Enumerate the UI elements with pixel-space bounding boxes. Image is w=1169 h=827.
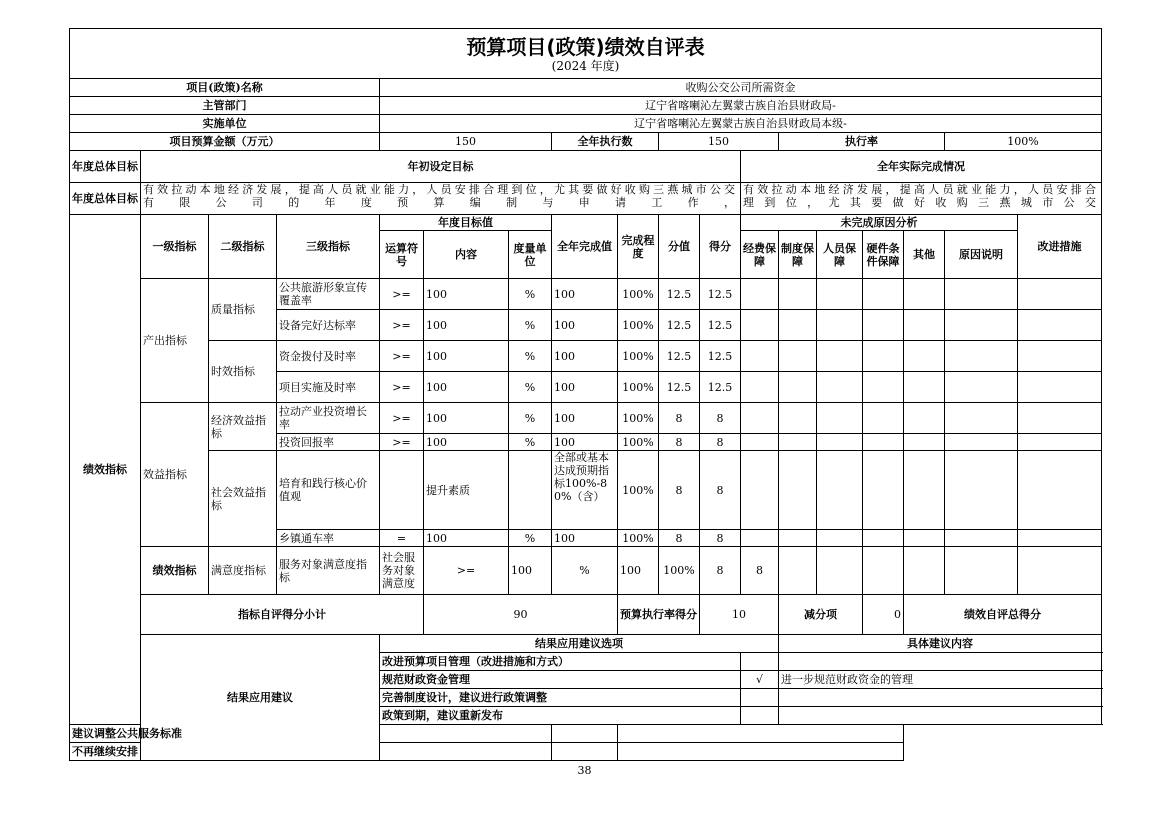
subgroup-social: 社会效益指标 bbox=[209, 451, 277, 547]
actual-goal-text: 有效拉动本地经济发展，提高人员就业能力，人员安排合理到位，尤其要做好收购三燕城市公交 bbox=[741, 183, 1102, 215]
reason-cell bbox=[945, 403, 1018, 434]
indicator-value: 100 bbox=[552, 372, 618, 403]
indicator-value: 全部或基本达成预期指标100%-80%（含） bbox=[552, 451, 618, 530]
page-title: 预算项目(政策)绩效自评表 bbox=[466, 34, 705, 59]
reason-cell bbox=[779, 547, 817, 595]
indicator-degree: 100% bbox=[618, 310, 659, 341]
self-score-label: 指标自评得分小计 bbox=[141, 595, 424, 635]
indicator-score: 8 bbox=[659, 434, 700, 451]
result-detail-header: 具体建议内容 bbox=[779, 635, 1102, 653]
reason-cell bbox=[945, 279, 1018, 310]
indicator-degree: 100% bbox=[618, 341, 659, 372]
th-level2: 二级指标 bbox=[209, 215, 277, 279]
reason-cell bbox=[904, 434, 945, 451]
indicator-value: 100 bbox=[552, 403, 618, 434]
indicator-value: 100 bbox=[552, 530, 618, 547]
indicator-name: 乡镇通车率 bbox=[277, 530, 380, 547]
th-r2: 制度保障 bbox=[779, 231, 817, 279]
subgroup-econ: 经济效益指标 bbox=[209, 403, 277, 451]
reason-cell bbox=[741, 341, 779, 372]
result-option-mark: √ bbox=[741, 671, 779, 689]
indicator-content: 100 bbox=[509, 547, 552, 595]
indicator-unit: % bbox=[509, 372, 552, 403]
indicator-unit: % bbox=[509, 279, 552, 310]
reason-cell bbox=[741, 451, 779, 530]
reason-cell bbox=[945, 530, 1018, 547]
th-degree: 完成程度 bbox=[618, 215, 659, 279]
goals-label: 年度总体目标 bbox=[70, 151, 141, 183]
indicator-name: 拉动产业投资增长率 bbox=[277, 403, 380, 434]
indicator-name: 资金拨付及时率 bbox=[277, 341, 380, 372]
result-option-detail bbox=[618, 725, 904, 743]
reason-cell bbox=[945, 310, 1018, 341]
reason-cell bbox=[817, 530, 863, 547]
reason-cell bbox=[817, 310, 863, 341]
th-improve: 改进措施 bbox=[1018, 215, 1102, 279]
result-option: 规范财政资金管理 bbox=[380, 671, 741, 689]
reason-cell bbox=[741, 310, 779, 341]
reason-cell bbox=[863, 451, 904, 530]
page-number: 38 bbox=[577, 764, 592, 777]
indicator-unit: % bbox=[552, 547, 618, 595]
initial-goal-text: 有效拉动本地经济发展，提高人员就业能力，人员安排合理到位，尤其要做好收购三燕城市公交有限公司的年度预算编制与申请工作， bbox=[141, 183, 741, 215]
indicator-content: 100 bbox=[424, 434, 509, 451]
indicator-op bbox=[380, 451, 424, 530]
group-satisfy: 满意度指标 bbox=[209, 547, 277, 595]
reason-cell bbox=[904, 451, 945, 530]
reason-cell bbox=[741, 403, 779, 434]
total-score-label: 绩效自评总得分 bbox=[904, 595, 1102, 635]
exec-value: 150 bbox=[659, 133, 779, 151]
result-option: 改进预算项目管理（改进措施和方式） bbox=[380, 653, 741, 671]
indicator-degree: 100% bbox=[618, 451, 659, 530]
result-option-mark bbox=[552, 725, 618, 743]
initial-goal-header: 年初设定目标 bbox=[141, 151, 741, 183]
improve-cell bbox=[1018, 279, 1102, 310]
indicator-content: 100 bbox=[424, 310, 509, 341]
result-option-mark bbox=[741, 707, 779, 725]
improve-cell bbox=[1018, 451, 1102, 530]
indicator-content: 100 bbox=[424, 372, 509, 403]
th-r3: 人员保障 bbox=[817, 231, 863, 279]
budget-score-label: 预算执行率得分 bbox=[618, 595, 700, 635]
improve-cell bbox=[1018, 530, 1102, 547]
unit-label: 实施单位 bbox=[70, 115, 380, 133]
indicator-score: 12.5 bbox=[659, 279, 700, 310]
unit-value: 辽宁省喀喇沁左翼蒙古族自治县财政局本级- bbox=[380, 115, 1102, 133]
group-benefit: 效益指标 bbox=[141, 403, 209, 547]
indicator-score: 8 bbox=[659, 530, 700, 547]
result-option: 不再继续安排 bbox=[70, 743, 552, 761]
exec-label: 全年执行数 bbox=[552, 133, 659, 151]
reason-cell bbox=[863, 372, 904, 403]
reason-cell bbox=[817, 451, 863, 530]
reason-cell bbox=[817, 434, 863, 451]
year-subtitle: (2024 年度) bbox=[551, 58, 620, 73]
reason-cell bbox=[779, 341, 817, 372]
th-r1: 经费保障 bbox=[741, 231, 779, 279]
indicator-value: 100 bbox=[618, 547, 659, 595]
indicator-score: 12.5 bbox=[659, 341, 700, 372]
reason-cell bbox=[779, 530, 817, 547]
actual-goal-header: 全年实际完成情况 bbox=[741, 151, 1102, 183]
perf-indicator-label: 绩效指标 bbox=[70, 215, 141, 725]
subgroup-quality: 质量指标 bbox=[209, 279, 277, 341]
indicator-got: 8 bbox=[700, 403, 741, 434]
result-option-detail: 进一步规范财政资金的管理 bbox=[779, 671, 1102, 689]
goals-label-2: 年度总体目标 bbox=[70, 183, 141, 215]
reason-cell bbox=[863, 434, 904, 451]
th-r4: 硬件条件保障 bbox=[863, 231, 904, 279]
reason-cell bbox=[817, 341, 863, 372]
group-output: 产出指标 bbox=[141, 279, 209, 403]
indicator-content: 提升素质 bbox=[424, 451, 509, 530]
project-name-value: 收购公交公司所需资金 bbox=[380, 79, 1102, 97]
indicator-op: >= bbox=[424, 547, 509, 595]
reason-cell bbox=[741, 279, 779, 310]
reason-cell bbox=[904, 341, 945, 372]
indicator-got: 8 bbox=[700, 530, 741, 547]
indicator-unit: % bbox=[509, 341, 552, 372]
th-op: 运算符号 bbox=[380, 231, 424, 279]
indicator-got: 12.5 bbox=[700, 372, 741, 403]
indicator-got: 12.5 bbox=[700, 310, 741, 341]
result-option: 完善制度设计，建议进行政策调整 bbox=[380, 689, 741, 707]
indicator-unit bbox=[509, 451, 552, 530]
indicator-degree: 100% bbox=[618, 403, 659, 434]
result-option-detail bbox=[618, 743, 904, 761]
th-reason-group: 未完成原因分析 bbox=[741, 215, 1018, 231]
improve-cell bbox=[1018, 403, 1102, 434]
reason-cell bbox=[945, 434, 1018, 451]
th-score: 分值 bbox=[659, 215, 700, 279]
reason-cell bbox=[863, 403, 904, 434]
reason-cell bbox=[904, 372, 945, 403]
reason-cell bbox=[817, 372, 863, 403]
indicator-value: 100 bbox=[552, 434, 618, 451]
th-r6: 原因说明 bbox=[945, 231, 1018, 279]
indicator-score: 12.5 bbox=[659, 310, 700, 341]
reason-cell bbox=[863, 279, 904, 310]
dept-label: 主管部门 bbox=[70, 97, 380, 115]
th-target-group: 年度目标值 bbox=[380, 215, 552, 231]
reason-cell bbox=[945, 372, 1018, 403]
result-label: 结果应用建议 bbox=[141, 635, 380, 761]
indicator-value: 100 bbox=[552, 341, 618, 372]
result-option-detail bbox=[779, 707, 1102, 725]
indicator-unit: % bbox=[509, 403, 552, 434]
result-option-mark bbox=[741, 689, 779, 707]
indicator-degree: 100% bbox=[618, 530, 659, 547]
reason-cell bbox=[904, 279, 945, 310]
self-score-value: 90 bbox=[424, 595, 618, 635]
improve-cell bbox=[1018, 434, 1102, 451]
reason-cell bbox=[817, 403, 863, 434]
reason-cell bbox=[779, 403, 817, 434]
reason-cell bbox=[863, 341, 904, 372]
th-r5: 其他 bbox=[904, 231, 945, 279]
reason-cell bbox=[779, 451, 817, 530]
indicator-degree: 100% bbox=[618, 372, 659, 403]
reason-cell bbox=[817, 547, 863, 595]
indicator-op: >= bbox=[380, 372, 424, 403]
indicator-got: 8 bbox=[700, 451, 741, 530]
indicator-name: 培育和践行核心价值观 bbox=[277, 451, 380, 530]
improve-cell bbox=[1018, 310, 1102, 341]
reason-cell bbox=[741, 530, 779, 547]
reason-cell bbox=[1018, 547, 1102, 595]
indicator-value: 100 bbox=[552, 310, 618, 341]
result-option-mark bbox=[741, 653, 779, 671]
indicator-name: 投资回报率 bbox=[277, 434, 380, 451]
reason-cell bbox=[904, 403, 945, 434]
indicator-name: 项目实施及时率 bbox=[277, 372, 380, 403]
result-option: 政策到期，建议重新发布 bbox=[380, 707, 741, 725]
indicator-score: 8 bbox=[700, 547, 741, 595]
result-option-mark bbox=[552, 743, 618, 761]
reason-cell bbox=[904, 310, 945, 341]
indicator-got: 12.5 bbox=[700, 341, 741, 372]
reason-cell bbox=[904, 547, 945, 595]
reason-cell bbox=[904, 530, 945, 547]
indicator-op: >= bbox=[380, 279, 424, 310]
result-option: 建议调整公共服务标准 bbox=[70, 725, 552, 743]
reason-cell bbox=[945, 451, 1018, 530]
improve-cell bbox=[1018, 341, 1102, 372]
rate-label: 执行率 bbox=[779, 133, 945, 151]
indicator-score: 8 bbox=[659, 451, 700, 530]
minus-value: 0 bbox=[863, 595, 904, 635]
indicator-unit: % bbox=[509, 310, 552, 341]
indicator-got: 8 bbox=[741, 547, 779, 595]
indicator-score: 12.5 bbox=[659, 372, 700, 403]
indicator-content: 100 bbox=[424, 279, 509, 310]
subgroup-service: 服务对象满意度指标 bbox=[277, 547, 380, 595]
minus-label: 减分项 bbox=[779, 595, 863, 635]
reason-cell bbox=[863, 310, 904, 341]
indicator-score: 8 bbox=[659, 403, 700, 434]
indicator-op: >= bbox=[380, 434, 424, 451]
reason-cell bbox=[741, 372, 779, 403]
indicator-op: >= bbox=[380, 310, 424, 341]
budget-score-value: 10 bbox=[700, 595, 779, 635]
reason-cell bbox=[741, 434, 779, 451]
budget-value: 150 bbox=[380, 133, 552, 151]
dept-value: 辽宁省喀喇沁左翼蒙古族自治县财政局- bbox=[380, 97, 1102, 115]
th-level3: 三级指标 bbox=[277, 215, 380, 279]
th-unit: 度量单位 bbox=[509, 231, 552, 279]
subgroup-time: 时效指标 bbox=[209, 341, 277, 403]
rate-value: 100% bbox=[945, 133, 1102, 151]
indicator-degree: 100% bbox=[659, 547, 700, 595]
result-options-header: 结果应用建议选项 bbox=[380, 635, 779, 653]
indicator-got: 12.5 bbox=[700, 279, 741, 310]
budget-label: 项目预算金额（万元） bbox=[70, 133, 380, 151]
indicator-op: >= bbox=[380, 403, 424, 434]
indicator-degree: 100% bbox=[618, 279, 659, 310]
indicator-op: >= bbox=[380, 341, 424, 372]
result-option-detail bbox=[779, 653, 1102, 671]
indicator-name: 社会服务对象满意度 bbox=[380, 547, 424, 595]
perf-indicator-label-2: 绩效指标 bbox=[141, 547, 209, 595]
indicator-content: 100 bbox=[424, 403, 509, 434]
indicator-value: 100 bbox=[552, 279, 618, 310]
indicator-content: 100 bbox=[424, 341, 509, 372]
performance-self-evaluation-table bbox=[69, 28, 1102, 761]
reason-cell bbox=[779, 434, 817, 451]
reason-cell bbox=[945, 341, 1018, 372]
table-title-cell bbox=[70, 29, 1102, 79]
indicator-degree: 100% bbox=[618, 434, 659, 451]
reason-cell bbox=[945, 547, 1018, 595]
result-option-detail bbox=[779, 689, 1102, 707]
improve-cell bbox=[1018, 372, 1102, 403]
indicator-name: 公共旅游形象宣传覆盖率 bbox=[277, 279, 380, 310]
indicator-unit: % bbox=[509, 434, 552, 451]
indicator-op: = bbox=[380, 530, 424, 547]
th-level1: 一级指标 bbox=[141, 215, 209, 279]
reason-cell bbox=[779, 372, 817, 403]
reason-cell bbox=[863, 530, 904, 547]
th-content: 内容 bbox=[424, 231, 509, 279]
project-name-label: 项目(政策)名称 bbox=[70, 79, 380, 97]
reason-cell bbox=[779, 279, 817, 310]
reason-cell bbox=[779, 310, 817, 341]
th-got: 得分 bbox=[700, 215, 741, 279]
indicator-unit: % bbox=[509, 530, 552, 547]
reason-cell bbox=[863, 547, 904, 595]
reason-cell bbox=[817, 279, 863, 310]
indicator-got: 8 bbox=[700, 434, 741, 451]
indicator-content: 100 bbox=[424, 530, 509, 547]
th-complete-value: 全年完成值 bbox=[552, 215, 618, 279]
indicator-name: 设备完好达标率 bbox=[277, 310, 380, 341]
